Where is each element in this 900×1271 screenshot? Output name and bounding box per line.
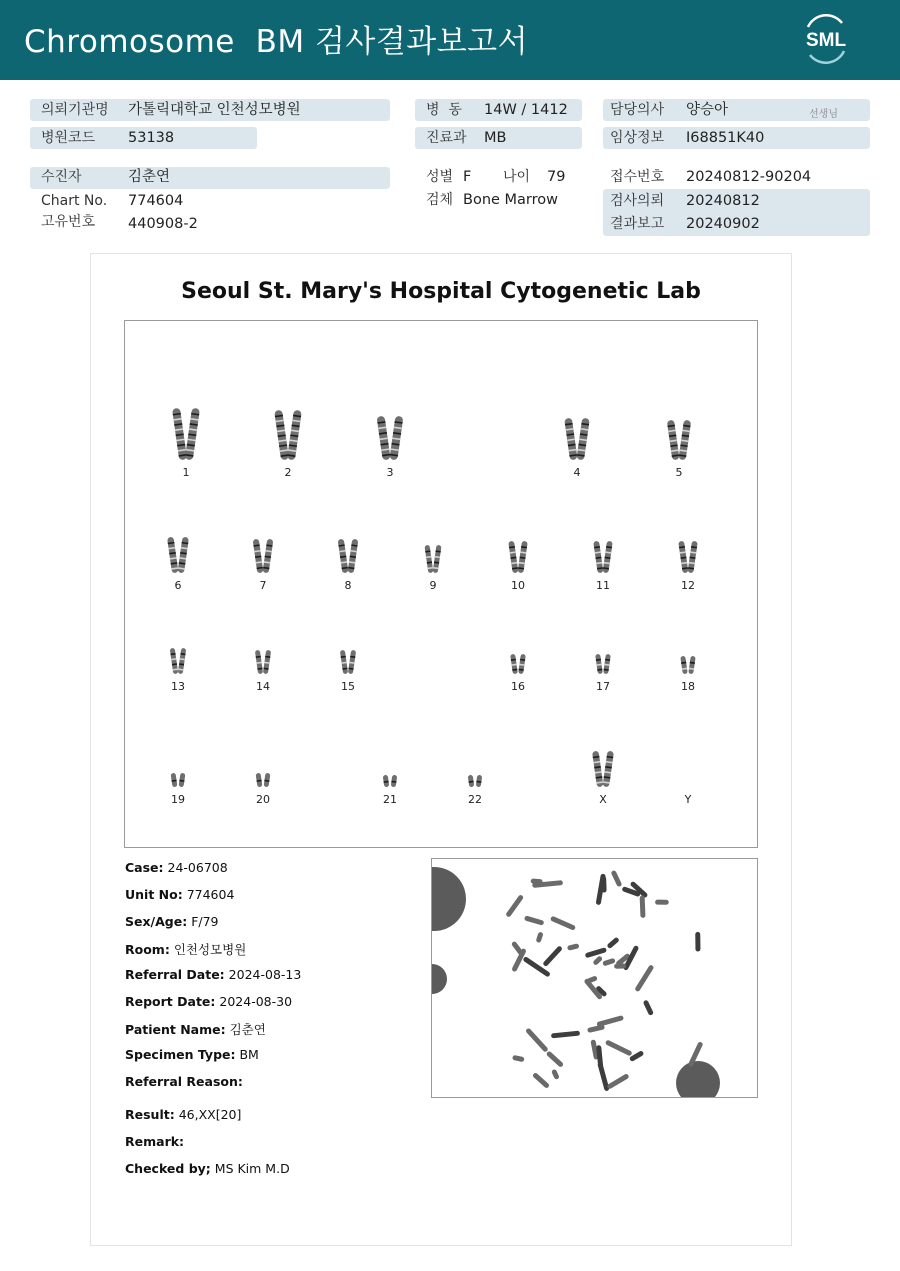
patient-name-line — [125, 1020, 266, 1038]
chromosome-pair-17 — [595, 654, 611, 675]
chromosome-label-X: X — [599, 793, 607, 806]
checked-line — [125, 1161, 290, 1176]
chart-label: Chart No. — [41, 193, 108, 209]
chromosome-pair-19 — [171, 773, 186, 788]
lab-title: Seoul St. Mary's Hospital Cytogenetic Lab — [181, 279, 701, 304]
referral-date-value: 2024-08-13 — [228, 967, 302, 982]
specimen-type-value: BM — [239, 1047, 259, 1062]
metaphase-chromosome — [606, 937, 619, 950]
chromosome-label-9: 9 — [429, 579, 437, 592]
age-label: 나이 — [503, 169, 531, 185]
remark-line — [125, 1134, 184, 1149]
age-value: 79 — [547, 169, 566, 185]
nucleus-mid-left — [432, 964, 447, 994]
unit-line — [125, 887, 234, 902]
unique-value: 440908-2 — [128, 216, 198, 232]
chromosome-label-14: 14 — [256, 680, 270, 693]
metaphase-chromosome — [634, 964, 654, 992]
hospital-code-value: 53138 — [128, 130, 175, 146]
chromosome-label-10: 10 — [511, 579, 525, 592]
patient-row — [30, 167, 390, 189]
referral-date-line — [125, 967, 301, 982]
chromosome-label-Y: Y — [684, 793, 692, 806]
karyogram-figure — [125, 321, 757, 847]
report-date-line — [125, 994, 292, 1009]
chromosome-label-15: 15 — [341, 680, 355, 693]
metaphase-chromosome — [605, 1039, 633, 1056]
unit-value: 774604 — [186, 887, 235, 902]
metaphase-image — [431, 858, 758, 1098]
chromosome-label-7: 7 — [259, 579, 267, 592]
metaphase-chromosome — [505, 894, 524, 918]
metaphase-chromosome — [640, 895, 646, 918]
karyogram — [124, 320, 758, 848]
metaphase-chromosome — [546, 1050, 564, 1067]
metaphase-chromosome — [536, 932, 544, 944]
chromosome-label-18: 18 — [681, 680, 695, 693]
chromosome-pair-10 — [508, 541, 528, 573]
chromosome-pair-6 — [167, 537, 189, 574]
doctor-suffix: 선생님 — [809, 109, 838, 120]
chromosome-pair-22 — [468, 775, 483, 788]
room-label: Room: — [125, 942, 170, 957]
metaphase-chromosome — [611, 870, 623, 888]
chromosome-pair-15 — [340, 650, 356, 674]
logo-text: SML — [805, 30, 847, 51]
checked-label: Checked by; — [125, 1161, 211, 1176]
unit-label: Unit No: — [125, 887, 183, 902]
chromosome-label-13: 13 — [171, 680, 185, 693]
metaphase-chromosome — [567, 943, 580, 951]
karyotype-report — [90, 253, 792, 1246]
ward-value: 14W / 1412 — [484, 102, 568, 118]
sex-label: 성별 — [426, 169, 454, 185]
receipt-value: 20240812-90204 — [686, 169, 812, 185]
specimen-label: 검체 — [426, 192, 454, 208]
chromosome-pair-X — [592, 751, 614, 788]
report-title: Chromosome BM 검사결과보고서 — [24, 24, 529, 60]
metaphase-chromosome — [655, 900, 669, 905]
result-label: Result: — [125, 1107, 175, 1122]
chromosome-pair-3 — [377, 416, 404, 461]
room-line — [125, 940, 246, 958]
patient-value: 김춘연 — [128, 169, 171, 185]
doctor-label: 담당의사 — [610, 102, 665, 118]
chromosome-pair-9 — [424, 545, 441, 573]
metaphase-chromosome — [606, 1073, 629, 1090]
remark-label: Remark: — [125, 1134, 185, 1149]
case-label: Case: — [125, 860, 164, 875]
chromosome-pair-14 — [255, 650, 271, 674]
sexage-label: Sex/Age: — [125, 914, 188, 929]
metaphase-chromosome — [643, 999, 654, 1016]
chromosome-label-11: 11 — [596, 579, 610, 592]
institution-value: 가톨릭대학교 인천성모병원 — [128, 102, 301, 118]
sexage-line — [125, 914, 219, 929]
chart-value: 774604 — [128, 193, 184, 209]
chromosome-pair-7 — [253, 539, 274, 574]
metaphase-chromosome — [542, 945, 563, 967]
referral-reason-line — [125, 1074, 243, 1089]
report-header — [0, 0, 900, 80]
patient-name-value: 김춘연 — [229, 1022, 266, 1037]
chromosome-label-20: 20 — [256, 793, 270, 806]
request-value: 20240812 — [686, 193, 760, 209]
specimen-type-line — [125, 1047, 259, 1062]
clinical-value: I68851K40 — [686, 130, 765, 146]
metaphase-chromosome — [512, 1055, 525, 1062]
receipt-label: 접수번호 — [610, 169, 665, 185]
sex-value: F — [463, 169, 472, 185]
chromosome-label-16: 16 — [511, 680, 525, 693]
report-date-value: 2024-08-30 — [219, 994, 293, 1009]
metaphase-chromosome — [592, 955, 603, 966]
chromosome-pair-5 — [667, 420, 691, 461]
metaphase-chromosome — [550, 916, 576, 931]
metaphase-chromosome — [596, 1015, 624, 1027]
metaphase-chromosome — [551, 1069, 560, 1080]
chromosome-pair-12 — [678, 541, 698, 573]
chromosome-pair-20 — [256, 773, 271, 788]
case-value: 24-06708 — [167, 860, 228, 875]
metaphase-chromosome — [531, 878, 543, 884]
clinical-label: 임상정보 — [610, 130, 665, 146]
metaphase-chromosome — [532, 1072, 550, 1089]
chromosome-pair-4 — [564, 418, 590, 461]
result-date-label: 결과보고 — [610, 216, 665, 232]
specimen-type-label: Specimen Type: — [125, 1047, 236, 1062]
chromosome-label-2: 2 — [284, 466, 292, 479]
metaphase-chromosome — [525, 1027, 549, 1052]
chromosome-pair-13 — [170, 648, 187, 674]
chromosome-label-5: 5 — [675, 466, 683, 479]
ward-label: 병 동 — [426, 102, 462, 118]
chromosome-label-3: 3 — [386, 466, 394, 479]
chromosome-label-22: 22 — [468, 793, 482, 806]
chromosome-label-6: 6 — [174, 579, 182, 592]
metaphase-chromosome — [602, 958, 616, 967]
chromosome-pair-1 — [172, 408, 200, 461]
result-value: 46,XX[20] — [178, 1107, 242, 1122]
result-date-value: 20240902 — [686, 216, 760, 232]
dept-label: 진료과 — [426, 130, 467, 146]
chromosome-pair-2 — [274, 410, 302, 461]
request-label: 검사의뢰 — [610, 193, 665, 209]
report-date-label: Report Date: — [125, 994, 216, 1009]
chromosome-pair-16 — [510, 654, 526, 675]
chromosome-pair-8 — [338, 539, 359, 574]
chromosome-pair-21 — [383, 775, 398, 788]
room-value: 인천성모병원 — [173, 942, 247, 957]
case-line — [125, 860, 228, 875]
metaphase-chromosome — [585, 947, 607, 958]
referral-date-label: Referral Date: — [125, 967, 225, 982]
nucleus-bottom-right — [676, 1061, 720, 1097]
nucleus-top-left — [432, 867, 466, 931]
dept-value: MB — [484, 130, 507, 146]
referral-reason-label: Referral Reason: — [125, 1074, 243, 1089]
checked-value: MS Kim M.D — [214, 1161, 290, 1176]
chromosome-label-12: 12 — [681, 579, 695, 592]
metaphase-chromosome — [551, 1031, 580, 1039]
doctor-value: 양승아 — [686, 102, 729, 118]
chromosome-label-1: 1 — [182, 466, 190, 479]
hospital-code-label: 병원코드 — [41, 130, 96, 146]
metaphase-chromosome — [614, 963, 626, 968]
metaphase-figure — [432, 859, 757, 1097]
metaphase-chromosome — [511, 941, 524, 956]
chromosome-label-17: 17 — [596, 680, 610, 693]
specimen-value: Bone Marrow — [463, 192, 559, 208]
metaphase-chromosome — [695, 932, 700, 952]
metaphase-chromosome — [524, 915, 545, 925]
chromosome-label-19: 19 — [171, 793, 185, 806]
unique-label: 고유번호 — [41, 214, 96, 230]
chromosome-label-21: 21 — [383, 793, 397, 806]
result-line — [125, 1107, 241, 1122]
sexage-value: F/79 — [191, 914, 219, 929]
chromosome-label-4: 4 — [573, 466, 581, 479]
institution-label: 의뢰기관명 — [41, 102, 109, 118]
chromosome-label-8: 8 — [344, 579, 352, 592]
sml-logo-icon — [798, 13, 854, 65]
chromosome-pair-11 — [593, 541, 613, 573]
patient-label: 수진자 — [41, 169, 82, 185]
patient-name-label: Patient Name: — [125, 1022, 226, 1037]
chromosome-pair-18 — [680, 656, 695, 675]
